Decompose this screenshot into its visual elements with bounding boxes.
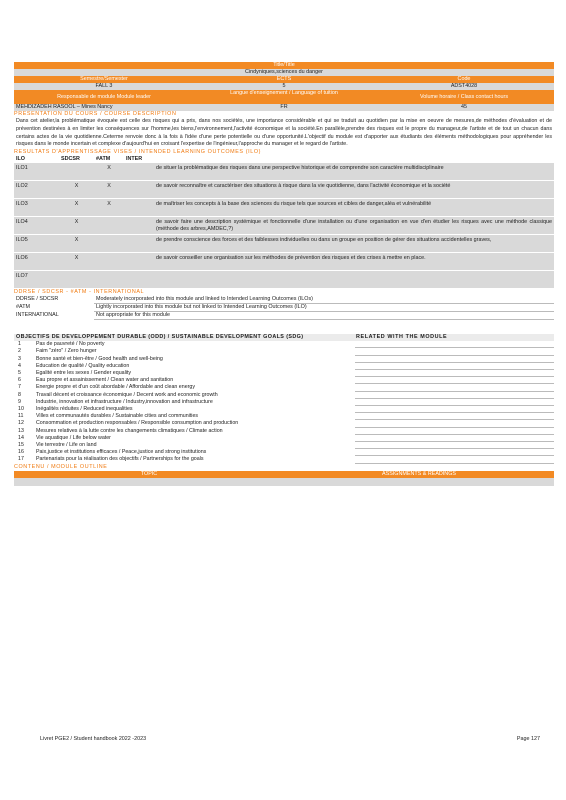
presentation-heading: PRESENTATION DU COURS / COURSE DESCRIPTION — [14, 111, 177, 117]
sdg-label: Vie aquatique / Life below water — [35, 434, 111, 441]
ilo-col-inter: INTER — [126, 156, 143, 163]
ilo-id: ILO5 — [16, 237, 28, 244]
ilo-col-sdcsr: SDCSR — [61, 156, 80, 163]
sdg-related-cell — [355, 392, 554, 399]
outline-col-topic: TOPIC — [14, 471, 284, 478]
ilo-sdcsr-mark — [59, 271, 94, 288]
ilo-inter-mark — [124, 199, 154, 216]
page-footer — [40, 736, 540, 742]
sdg-label: Education de qualité / Quality education — [35, 362, 130, 369]
legend-value: Moderately incorporated into this module and linked to Intended Learning Outcomes (ILOs) — [94, 296, 554, 304]
ects-label: ECTS — [194, 76, 374, 83]
ilo-atm-mark — [94, 217, 124, 234]
sdg-number: 8 — [18, 391, 21, 398]
sdg-item — [14, 363, 554, 370]
legend-key: #ATM — [16, 304, 30, 311]
ilo-text: de savoir conseiller une organisation sur les méthodes de prévention des risques et des crises à mettre en place. — [156, 255, 426, 262]
sdg-number: 6 — [18, 377, 21, 384]
ilo-row — [14, 181, 554, 199]
ilo-sdcsr-mark: X — [74, 219, 79, 226]
ilo-row — [14, 235, 554, 253]
sdg-label: Partenariats pour la réalisation des objectifs / Partnerships for the goals — [35, 456, 204, 463]
ilo-sdcsr-mark: X — [74, 183, 79, 190]
sdg-number: 13 — [18, 427, 24, 434]
sdg-number: 11 — [18, 413, 24, 420]
sdg-item — [14, 384, 554, 391]
ilo-atm-mark: X — [107, 165, 111, 172]
sdg-item — [14, 392, 554, 399]
legend-value: Lightly incorporated into this module but not linked to Intended Learning Outcomes (ILO) — [94, 304, 554, 312]
sdg-related-cell — [355, 413, 554, 420]
ilo-sdcsr-mark — [59, 163, 94, 180]
sdg-label: Villes et communautés durables / Sustainable cities and communities — [35, 413, 199, 420]
sdg-related-cell — [355, 449, 554, 456]
ilo-text: de savoir faire une description systémique et fonctionnelle d'une installation ou d'une organisation en vue d'en étudier les risques avec une méthode classique (méthode des arbres,AMDEC,?) — [156, 219, 552, 232]
sdg-related-cell — [355, 348, 554, 355]
sdg-number: 9 — [18, 398, 21, 405]
ilo-text: de maîtriser les concepts à la base des sciences du risque tels que sources et cibles de danger,aléa et vulnérabilité — [156, 201, 432, 208]
legend-heading: DDRSE / SDCSR - #ATM - INTERNATIONAL — [14, 289, 145, 296]
ilo-inter-mark — [124, 181, 154, 198]
sdg-related-cell — [355, 420, 554, 427]
ilo-atm-mark — [94, 235, 124, 252]
footer-handbook: Livret PGE2 / Student handbook 2022 -2023 — [40, 736, 147, 742]
volume-label: Volume horaire / Class contact hours — [374, 90, 554, 104]
sdg-related-cell — [355, 341, 554, 348]
sdg-related-cell — [355, 428, 554, 435]
responsible-label: Responsable de module Module leader — [14, 90, 194, 104]
module-sheet — [14, 62, 554, 486]
ilo-sdcsr-mark: X — [74, 255, 79, 262]
code-value: ADST4028 — [374, 83, 554, 90]
ilo-text: de savoir reconnaître et caractériser des situations à risque dans la vie quotidienne, dans l'activité économique et la société — [156, 183, 451, 190]
sdg-number: 2 — [18, 348, 21, 355]
presentation-text: Dans cet atelier,la problématique évoquée est celle des risques qui a pris, dans nos sociétés, une importance considérable et qui se traduit au quotidien par la mise en oeuvre de mesures,de méthodes d'évaluation et de prévention destinées à en limiter les conséquences sur l'homme,les biens,l'environnement,l'activité économique et la société.En parallèle,prendre des risques est le propre du manageur,de l'artiste et de tout un chacun dans certains actes de la vie quotidienne.Ceterme renvoie donc à la fois à l'idée d'une perte potentielle ou d'une opportunité.L'objectif du module est d'apporter aux étudiants des éléments méthodologiques pour appréhender les risques dans le monde incertain et complexe d'aujourd'hui en croisant l'expertise de l'ingénieur,l'approche du manager et le regard de l'artiste. — [16, 118, 552, 148]
sdg-number: 4 — [18, 362, 21, 369]
sdg-label: Pas de pauvreté / No poverty — [35, 341, 105, 348]
semester-value: FALL 3 — [14, 83, 194, 90]
ilo-row — [14, 253, 554, 271]
sdg-number: 15 — [18, 442, 24, 449]
sdg-related-cell — [355, 435, 554, 442]
sdg-label: Energie propre et d'un coût abordable / Affordable and clean energy — [35, 384, 196, 391]
ilo-id: ILO1 — [16, 165, 28, 172]
sdg-item — [14, 420, 554, 427]
legend-table — [14, 296, 554, 320]
sdg-number: 1 — [18, 341, 21, 348]
outline-heading: CONTENU / MODULE OUTLINE — [14, 463, 108, 470]
ilo-id: ILO7 — [16, 273, 28, 280]
sdg-label: Bonne santé et bien-être / Good health and well-being — [35, 355, 163, 362]
ilo-heading: RESULTATS D'APPRENTISSAGE VISES / INTENDED LEARNING OUTCOMES (ILO) — [14, 149, 262, 156]
ilo-sdcsr-mark: X — [74, 201, 79, 208]
ilo-text — [154, 271, 554, 288]
sdg-label: Inégalités réduites / Reduced inequalities — [35, 406, 133, 413]
sdg-number: 12 — [18, 420, 24, 427]
sdg-item — [14, 456, 554, 463]
ilo-row — [14, 163, 554, 181]
sdg-item — [14, 377, 554, 384]
sdg-related-cell — [355, 370, 554, 377]
sdg-label: Mesures relatives à la lutte contre les changements climatiques / Climate action — [35, 427, 223, 434]
sdg-item — [14, 413, 554, 420]
sdg-number: 5 — [18, 370, 21, 376]
sdg-item — [14, 442, 554, 449]
ilo-table — [14, 163, 554, 289]
sdg-label: Egalité entre les sexes / Gender equality — [35, 370, 132, 376]
sdg-related-cell — [355, 363, 554, 370]
ilo-atm-mark — [94, 271, 124, 288]
sdg-label: Industrie, innovation et infrastructure / Industry,innovation and infrastructure — [35, 398, 213, 405]
sdg-related-cell — [355, 399, 554, 406]
sdg-item — [14, 341, 554, 348]
sdg-label: Paix,justice et institutions efficaces / Peace,justice and strong institutions — [35, 449, 207, 456]
language-label: Langue d'enseignement / Language of tuition — [194, 90, 374, 104]
sdg-related-cell — [355, 356, 554, 363]
ilo-header-row — [14, 156, 554, 163]
ilo-id: ILO4 — [16, 219, 28, 226]
ilo-row — [14, 217, 554, 235]
ilo-col-ilo: ILO — [16, 156, 25, 163]
title-label: Title/Title — [14, 62, 554, 69]
sdg-item — [14, 348, 554, 355]
ilo-col-atm: #ATM — [96, 156, 111, 163]
ilo-id: ILO2 — [16, 183, 28, 190]
title-value: Cindyniques,sciences du danger — [14, 69, 554, 76]
volume-value: 45 — [374, 104, 554, 111]
sdg-related-cell — [355, 384, 554, 391]
footer-page-number: Page 127 — [516, 736, 540, 742]
legend-value: Not appropriate for this module — [94, 312, 554, 320]
responsible-value: MEHDIZADEH RASOOL – Mines Nancy — [14, 104, 194, 111]
ilo-row — [14, 271, 554, 289]
sdg-number: 14 — [18, 434, 24, 441]
ilo-id: ILO3 — [16, 201, 28, 208]
ilo-sdcsr-mark: X — [74, 237, 79, 244]
sdg-number: 16 — [18, 449, 24, 456]
sdg-number: 17 — [18, 456, 24, 463]
sdg-item — [14, 435, 554, 442]
sdg-number: 10 — [18, 406, 24, 413]
ilo-atm-mark: X — [107, 201, 111, 208]
sdg-label: Consommation et production responsables / Responsible consumption and production — [35, 420, 239, 427]
ilo-inter-mark — [124, 271, 154, 288]
sdg-list — [14, 341, 554, 463]
sdg-heading: OBJECTIFS DE DEVELOPPEMENT DURABLE (ODD) / SUSTAINABLE DEVELOPMENT GOALS (SDG) — [16, 334, 304, 341]
code-label: Code — [374, 76, 554, 83]
legend-row — [14, 296, 554, 304]
sdg-item — [14, 370, 554, 377]
ilo-inter-mark — [124, 217, 154, 234]
sdg-label: Vie terrestre / Life on land — [35, 442, 97, 449]
ects-value: 5 — [194, 83, 374, 90]
ilo-text: de situer la problématique des risques dans une perspective historique et de comprendre son caractère multidisciplinaire — [156, 165, 444, 172]
ilo-inter-mark — [124, 235, 154, 252]
sdg-related-heading: RELATED WITH THE MODULE — [356, 334, 448, 341]
ilo-inter-mark — [124, 253, 154, 270]
ilo-text: de prendre conscience des forces et des faiblesses individuelles ou dans un groupe en position de gérer des situations accidentelles graves, — [156, 237, 492, 244]
sdg-related-cell — [355, 377, 554, 384]
sdg-number: 7 — [18, 384, 21, 391]
sdg-related-cell — [355, 456, 554, 463]
sdg-related-cell — [355, 442, 554, 449]
sdg-item — [14, 406, 554, 413]
sdg-related-cell — [355, 406, 554, 413]
ilo-atm-mark: X — [107, 183, 111, 190]
outline-col-assignments: ASSIGNMENTS & READINGS — [284, 471, 554, 478]
ilo-atm-mark — [94, 253, 124, 270]
sdg-label: Eau propre et assainissement / Clean water and sanitation — [35, 377, 174, 384]
legend-row — [14, 304, 554, 312]
ilo-id: ILO6 — [16, 255, 28, 262]
sdg-item — [14, 428, 554, 435]
sdg-label: Faim "zéro" / Zero hunger — [35, 348, 97, 355]
semester-label: Semestre/Semester — [14, 76, 194, 83]
legend-key: INTERNATIONAL — [16, 312, 59, 319]
outline-empty-row — [14, 478, 554, 486]
ilo-inter-mark — [124, 163, 154, 180]
sdg-item — [14, 356, 554, 363]
sdg-item — [14, 399, 554, 406]
sdg-label: Travail décent et croissance économique / Decent work and economic growth — [35, 391, 218, 398]
sdg-number: 3 — [18, 355, 21, 362]
sdg-item — [14, 449, 554, 456]
legend-row — [14, 312, 554, 320]
language-value: FR — [194, 104, 374, 111]
legend-key: DDRSE / SDCSR — [16, 296, 59, 303]
ilo-row — [14, 199, 554, 217]
